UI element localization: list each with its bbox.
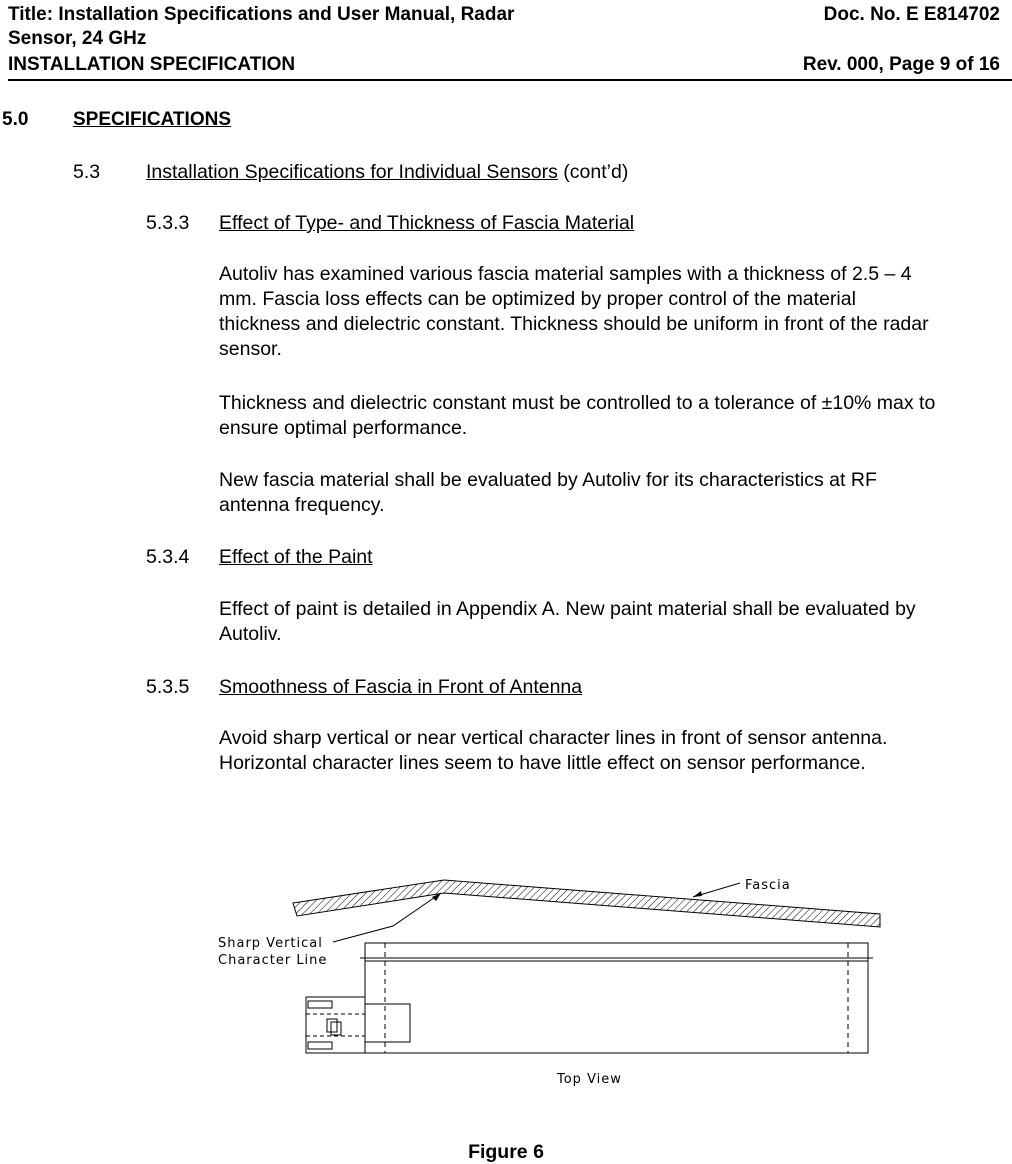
top-view-label: Top View (557, 1072, 622, 1087)
section-5-3-4-number: 5.3.4 (146, 546, 190, 568)
section-5-3-5-number: 5.3.5 (146, 676, 190, 698)
section-5-0-title: SPECIFICATIONS (73, 109, 231, 130)
doc-number: Doc. No. E E814702 (823, 4, 1000, 25)
rev-page: Rev. 000, Page 9 of 16 (802, 54, 1000, 75)
sensor-connector (306, 997, 365, 1053)
section-5-0-number: 5.0 (2, 109, 29, 130)
fascia-label: Fascia (745, 878, 791, 893)
paragraph-smoothness: Avoid sharp vertical or near vertical character lines in front of sensor antenna. Horizontal character lines seem to have little effect on sensor performance. (219, 727, 888, 774)
doc-title-line1: Title: Installation Specifications and User Manual, Radar (8, 4, 515, 25)
section-5-3-4-title: Effect of the Paint (219, 546, 373, 568)
figure-caption: Figure 6 (468, 1141, 544, 1163)
section-5-3-3-title: Effect of Type- and Thickness of Fascia Material (219, 212, 635, 234)
fascia-band (293, 880, 880, 927)
paragraph-new-material: New fascia material shall be evaluated by Autoliv for its characteristics at RF antenna frequency. (219, 469, 877, 516)
character-line-label-1: Sharp Vertical (218, 936, 323, 951)
section-label: INSTALLATION SPECIFICATION (8, 54, 296, 75)
paragraph-tolerance: Thickness and dielectric constant must be controlled to a tolerance of ±10% max to ensure optimal performance. (219, 392, 936, 439)
doc-title-line2: Sensor, 24 GHz (8, 28, 147, 49)
paragraph-paint: Effect of paint is detailed in Appendix A. New paint material shall be evaluated by Autoliv. (219, 598, 916, 645)
section-5-3-3-number: 5.3.3 (146, 212, 190, 234)
sensor-housing (365, 943, 868, 1053)
character-line-label-2: Character Line (218, 953, 328, 968)
paragraph-fascia-samples: Autoliv has examined various fascia material samples with a thickness of 2.5 – 4 mm. Fascia loss effects can be optimized by proper control of the material thickness and dielectric constant. Thickness should be uniform in front of the radar sensor. (219, 263, 929, 360)
section-5-3-5-title: Smoothness of Fascia in Front of Antenna (219, 676, 583, 698)
section-5-3-suffix: (cont’d) (557, 161, 629, 183)
sensor-connector-body (365, 1004, 410, 1042)
section-5-3-number: 5.3 (73, 161, 101, 183)
section-5-3-title: Installation Specifications for Individual Sensors (146, 161, 558, 183)
